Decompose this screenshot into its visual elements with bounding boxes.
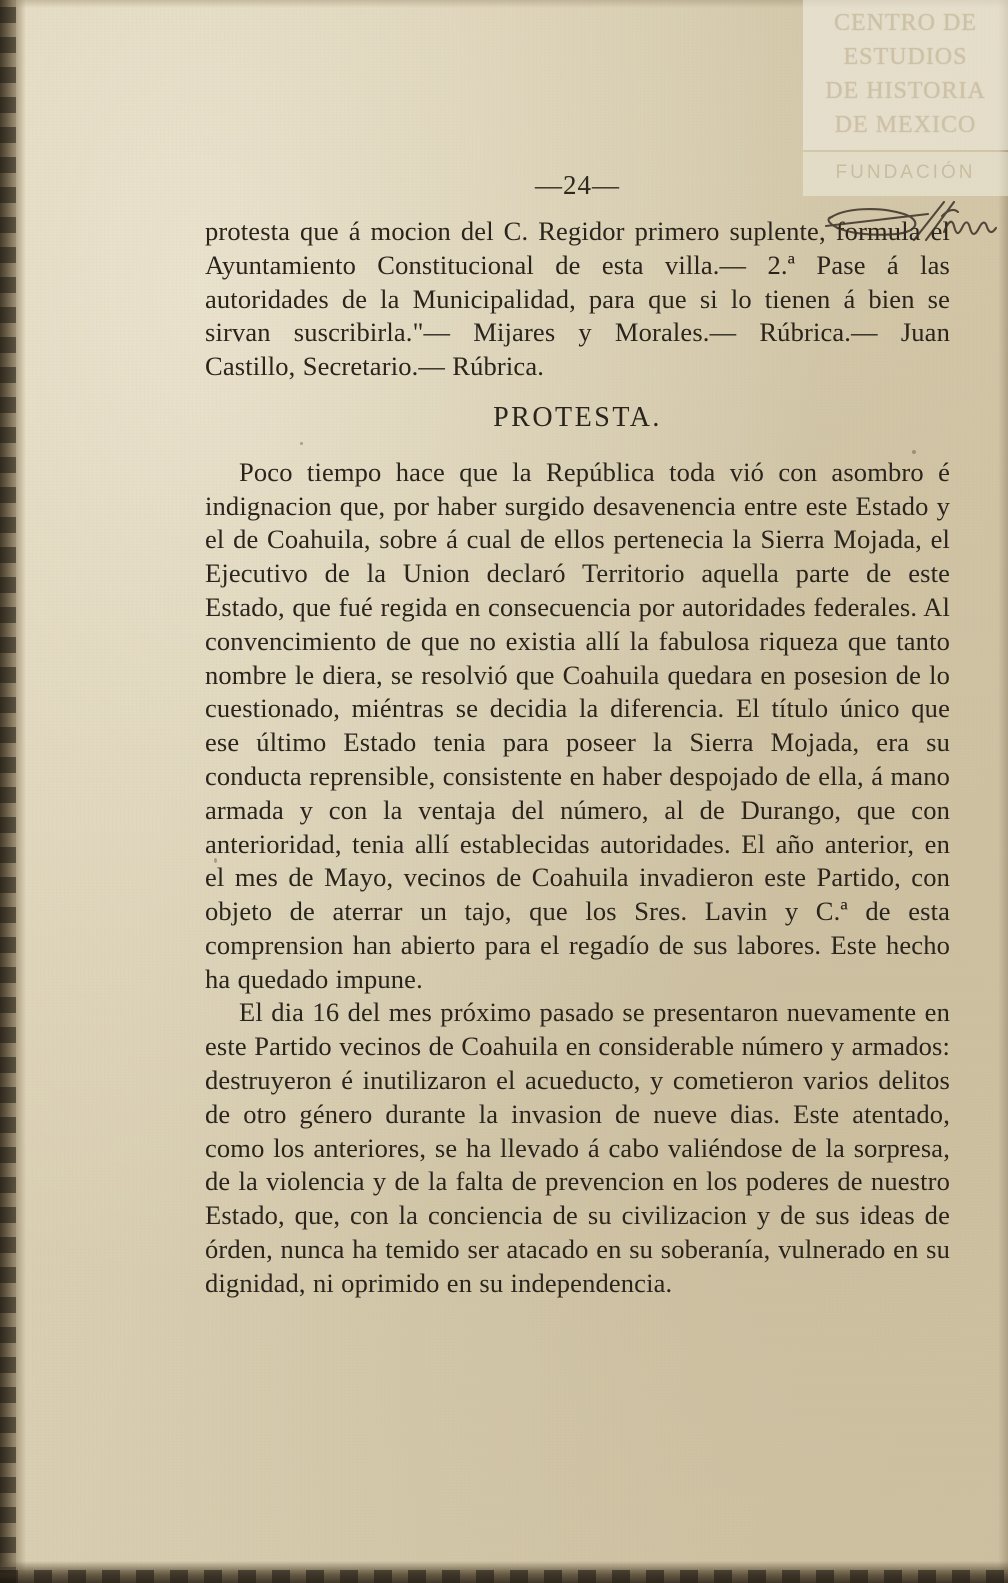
section-heading: PROTESTA.	[493, 401, 662, 433]
page-text-column	[205, 170, 950, 1300]
page-left-edge-texture	[0, 0, 16, 1583]
page-number: —24—	[535, 170, 620, 200]
page-right-edge-shadow	[998, 0, 1008, 1583]
stamp-foundation-label: FUNDACIÓN	[803, 152, 1008, 196]
page-bottom-edge-shadow	[0, 1561, 1008, 1583]
stamp-line-4: DE MEXICO	[834, 112, 977, 139]
stamp-line-1: CENTRO DE	[834, 10, 977, 36]
paragraph-continuation: protesta que á mocion del C. Regidor primero suplente, formula el Ayuntamiento Constitucional de esta villa.— 2.ª Pase á las autoridades de la Municipalidad, para que si lo tienen á bien se sirvan suscribirla."— Mijares y Morales.— Rúbrica.— Juan Castillo, Secretario.— Rúbrica.	[205, 216, 950, 382]
library-ownership-stamp	[803, 0, 1008, 196]
page-left-binding-edge	[0, 0, 26, 1583]
paragraph-body-2: El dia 16 del mes próximo pasado se presentaron nuevamente en este Partido vecinos de Coahuila en considerable número y armados: destruyeron é inutilizaron el acueducto, y cometieron varios delitos de otro género durante la invasion de nueve dias. Este atentado, como los anteriores, se ha llevado á cabo valiéndose de la sorpresa, de la violencia y de la falta de prevencion en los poderes de nuestro Estado, que, con la conciencia de su civilizacion y de sus ideas de órden, nunca ha temido ser atacado en su soberanía, vulnerado en su dignidad, ni oprimido en su independencia.	[205, 997, 950, 1298]
paragraph-body-1: Poco tiempo hace que la República toda vió con asombro é indignacion que, por haber surgido desavenencia entre este Estado y el de Coahuila, sobre á cual de ellos pertenecia la Sierra Mojada, el Ejecutivo de la Union declaró Territorio aquella parte de este Estado, que fué regida en consecuencia por autoridades federales. Al convencimiento de que no existia allí la fabulosa riqueza que tanto nombre le diera, se resolvió que Coahuila quedara en posesion de lo cuestionado, miéntras se decidia la diferencia. El título único que ese último Estado tenia para poseer la Sierra Mojada, era su conducta reprensible, consistente en haber despojado de ella, á mano armada y con la ventaja del número, al de Durango, que con anterioridad, tenia allí establecidas autoridades. El año anterior, en el mes de Mayo, vecinos de Coahuila invadieron este Partido, con objeto de aterrar un tajo, que los Sres. Lavin y C.ª de esta comprension han abierto para el regadío de sus labores. Este hecho ha quedado impune.	[205, 456, 950, 994]
page-bottom-edge-texture	[0, 1570, 1008, 1583]
stamp-line-3: DE HISTORIA	[825, 78, 986, 105]
stamp-text-block	[803, 0, 1008, 150]
stamp-line-2: ESTUDIOS	[843, 44, 968, 71]
